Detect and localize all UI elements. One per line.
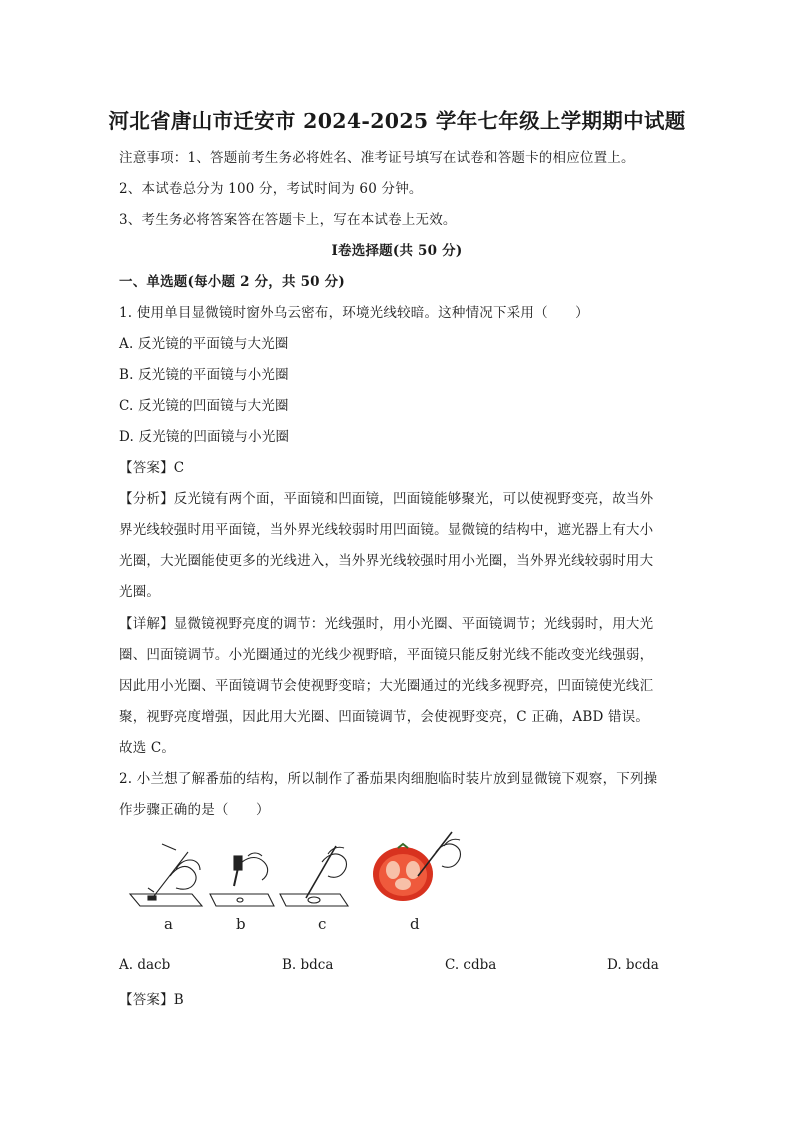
q1-analysis-line: 界光线较强时用平面镜，当外界光线较弱时用凹面镜。显微镜的结构中，遮光器上有大小 [119,522,654,538]
q1-detail-line: 故选 C。 [119,740,176,756]
step-d-illustration [373,832,461,901]
q1-answer: 【答案】C [119,460,185,476]
figure-label-a: a [164,915,173,933]
q1-detail-line: 圈、凹面镜调节。小光圈通过的光线少视野暗，平面镜只能反射光线不能改变光线强弱， [119,647,654,663]
q1-stem: 1. 使用单目显微镜时窗外乌云密布，环境光线较暗。这种情况下采用（ ） [119,305,589,321]
section-heading: Ⅰ卷选择题(共 50 分) [331,243,463,259]
page-title: 河北省唐山市迁安市 2024-2025 学年七年级上学期期中试题 [108,109,686,133]
q1-analysis-line: 【分析】反光镜有两个面，平面镜和凹面镜，凹面镜能够聚光，可以使视野变亮，故当外 [119,491,654,507]
part-heading: 一、单选题(每小题 2 分，共 50 分) [119,274,345,290]
q1-detail-line: 因此用小光圈、平面镜调节会使视野变暗；大光圈通过的光线多视野亮，凹面镜使光线汇 [119,678,654,694]
notes-line-2: 2、本试卷总分为 100 分，考试时间为 60 分钟。 [119,181,423,197]
q2-procedure-figure [118,826,478,936]
figure-label-c: c [318,915,327,933]
figure-label-b: b [236,915,246,933]
q1-option-b: B. 反光镜的平面镜与小光圈 [119,367,289,383]
notes-line-3: 3、考生务必将答案答在答题卡上，写在本试卷上无效。 [119,212,457,228]
step-a-illustration [130,844,202,906]
q2-option-b: B. bdca [282,957,334,973]
q2-stem-line: 2. 小兰想了解番茄的结构，所以制作了番茄果肉细胞临时装片放到显微镜下观察，下列操 [119,771,658,787]
q1-option-d: D. 反光镜的凹面镜与小光圈 [119,429,290,445]
q1-detail-line: 聚，视野亮度增强，因此用大光圈、凹面镜调节，会使视野变亮，C 正确，ABD 错误。 [119,709,650,725]
q1-detail-line: 【详解】显微镜视野亮度的调节：光线强时，用小光圈、平面镜调节；光线弱时，用大光 [119,616,654,632]
q2-answer: 【答案】B [119,992,184,1008]
q1-option-a: A. 反光镜的平面镜与大光圈 [119,336,289,352]
q2-option-d: D. bcda [607,957,659,973]
step-c-illustration [280,846,348,906]
step-b-illustration [210,853,274,906]
notes-line-1: 注意事项：1、答题前考生务必将姓名、准考证号填写在试卷和答题卡的相应位置上。 [119,150,635,166]
q2-option-a: A. dacb [119,957,171,973]
q2-stem-line: 作步骤正确的是（ ） [119,802,270,818]
q1-option-c: C. 反光镜的凹面镜与大光圈 [119,398,289,414]
q2-option-c: C. cdba [445,957,497,973]
q1-analysis-line: 光圈，大光圈能使更多的光线进入，当外界光线较强时用小光圈，当外界光线较弱时用大 [119,553,654,569]
figure-label-d: d [410,915,420,933]
q1-analysis-line: 光圈。 [119,584,161,600]
